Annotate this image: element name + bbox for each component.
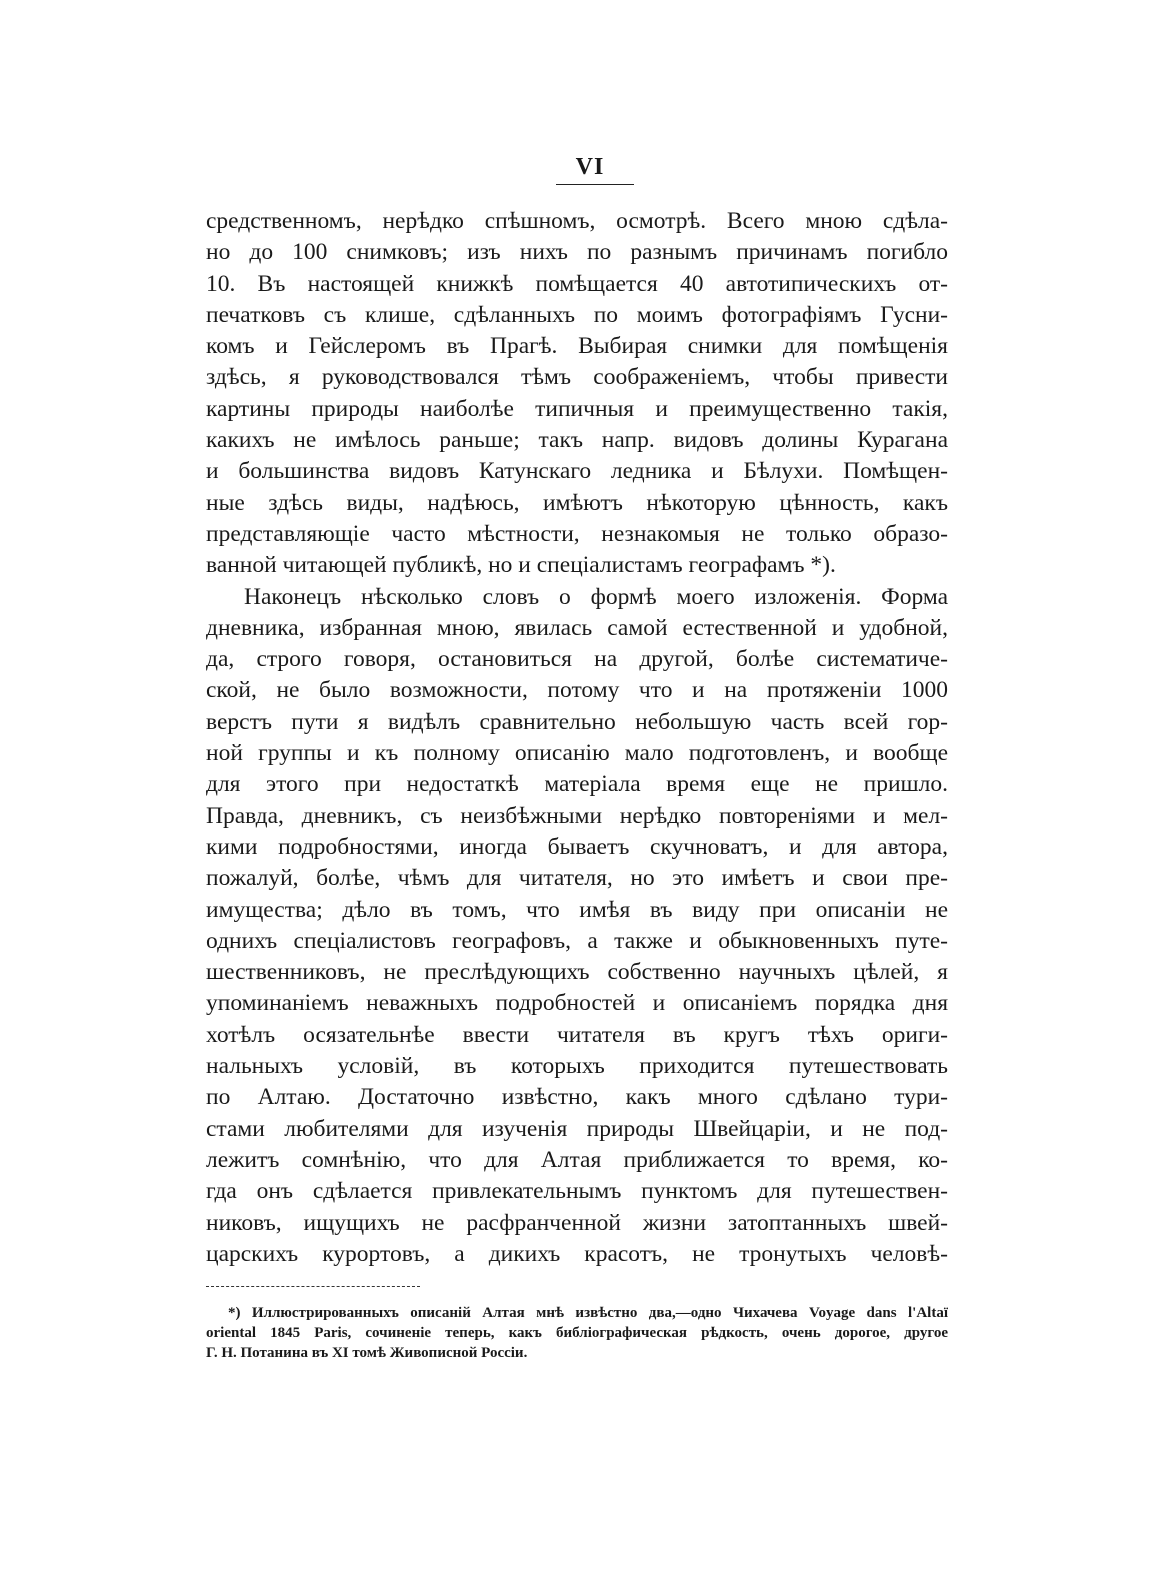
text-line: средственномъ, нерѣдко спѣшномъ, осмотрѣ. Всего мною сдѣла-: [206, 208, 948, 234]
text-line: однихъ спеціалистовъ географовъ, а также и обыкновенныхъ путе-: [206, 927, 948, 954]
text-line: хотѣлъ осязательнѣе ввести читателя въ кругъ тѣхъ ориги-: [206, 1021, 948, 1048]
footnote-line: oriental 1845 Paris, сочиненіе теперь, какъ библіографическая рѣдкость, очень дорогое, другое: [206, 1325, 948, 1341]
text-line: и большинства видовъ Катунскаго ледника и Бѣлухи. Помѣщен-: [206, 458, 948, 485]
text-line: по Алтаю. Достаточно извѣстно, какъ много сдѣлано тури-: [206, 1084, 948, 1111]
text-line: картины природы наиболѣе типичныя и преимущественно такія,: [206, 395, 948, 422]
page-number: VI: [575, 154, 605, 180]
main-text: [206, 206, 948, 1270]
text-line: но до 100 снимковъ; изъ нихъ по разнымъ причинамъ погибло: [206, 239, 948, 266]
footnote: [206, 1303, 948, 1363]
text-line: нальныхъ условій, въ которыхъ приходится путешествовать: [206, 1053, 948, 1080]
text-line: ской, не было возможности, потому что и на протяженіи 1000: [206, 677, 948, 704]
text-line: дневника, избранная мною, явилась самой естественной и удобной,: [206, 614, 948, 641]
footnote-line: Г. Н. Потанина въ XI томѣ Живописной Россіи.: [206, 1345, 528, 1361]
text-line: упоминаніемъ неважныхъ подробностей и описаніемъ порядка дня: [206, 990, 948, 1017]
footnote-line: *) Иллюстрированныхъ описаній Алтая мнѣ извѣстно два,—одно Чихачева Voyage dans l'Altaï: [228, 1305, 948, 1321]
text-line: пожалуй, болѣе, чѣмъ для читателя, но это имѣетъ и свои пре-: [206, 865, 948, 892]
text-line: какихъ не имѣлось раньше; такъ напр. видовъ долины Курагана: [206, 427, 948, 454]
text-line: 10. Въ настоящей книжкѣ помѣщается 40 автотипическихъ от-: [206, 270, 948, 297]
text-line: для этого при недостаткѣ матеріала время еще не пришло.: [206, 771, 948, 798]
text-line: стами любителями для изученія природы Швейцаріи, и не под-: [206, 1115, 948, 1142]
text-line: верстъ пути я видѣлъ сравнительно небольшую часть всей гор-: [206, 708, 948, 735]
text-line: ной группы и къ полному описанію мало подготовленъ, и вообще: [206, 740, 948, 767]
text-line: лежитъ сомнѣнію, что для Алтая приближается то время, ко-: [206, 1146, 948, 1173]
text-line: представляющіе часто мѣстности, незнакомыя не только образо-: [206, 520, 948, 547]
text-line: царскихъ курортовъ, а дикихъ красотъ, не тронутыхъ человѣ-: [206, 1240, 948, 1267]
footnote-separator: [206, 1286, 420, 1287]
text-line: кими подробностями, иногда бываетъ скучноватъ, и для автора,: [206, 833, 948, 860]
text-line: Наконецъ нѣсколько словъ о формѣ моего изложенія. Форма: [244, 583, 948, 610]
text-line: гда онъ сдѣлается привлекательнымъ пунктомъ для путешествен-: [206, 1178, 948, 1205]
text-line: ные здѣсь виды, надѣюсь, имѣютъ нѣкоторую цѣнность, какъ: [206, 489, 948, 516]
text-line: здѣсь, я руководствовался тѣмъ соображеніемъ, чтобы привести: [206, 364, 948, 391]
text-line: шественниковъ, не преслѣдующихъ собственно научныхъ цѣлей, я: [206, 959, 948, 986]
page-number-rule: [556, 184, 634, 185]
text-line: ванной читающей публикѣ, но и спеціалистамъ географамъ *).: [206, 552, 836, 579]
text-line: имущества; дѣло въ томъ, что имѣя въ виду при описаніи не: [206, 896, 948, 923]
text-line: печатковъ съ клише, сдѣланныхъ по моимъ фотографіямъ Гусни-: [206, 301, 948, 328]
text-line: Правда, дневникъ, съ неизбѣжными нерѣдко повтореніями и мел-: [206, 802, 948, 829]
text-line: да, строго говоря, остановиться на другой, болѣе систематиче-: [206, 646, 948, 673]
text-line: никовъ, ищущихъ не расфранченной жизни затоптанныхъ швей-: [206, 1209, 948, 1236]
text-line: комъ и Гейслеромъ въ Прагѣ. Выбирая снимки для помѣщенія: [206, 333, 948, 360]
